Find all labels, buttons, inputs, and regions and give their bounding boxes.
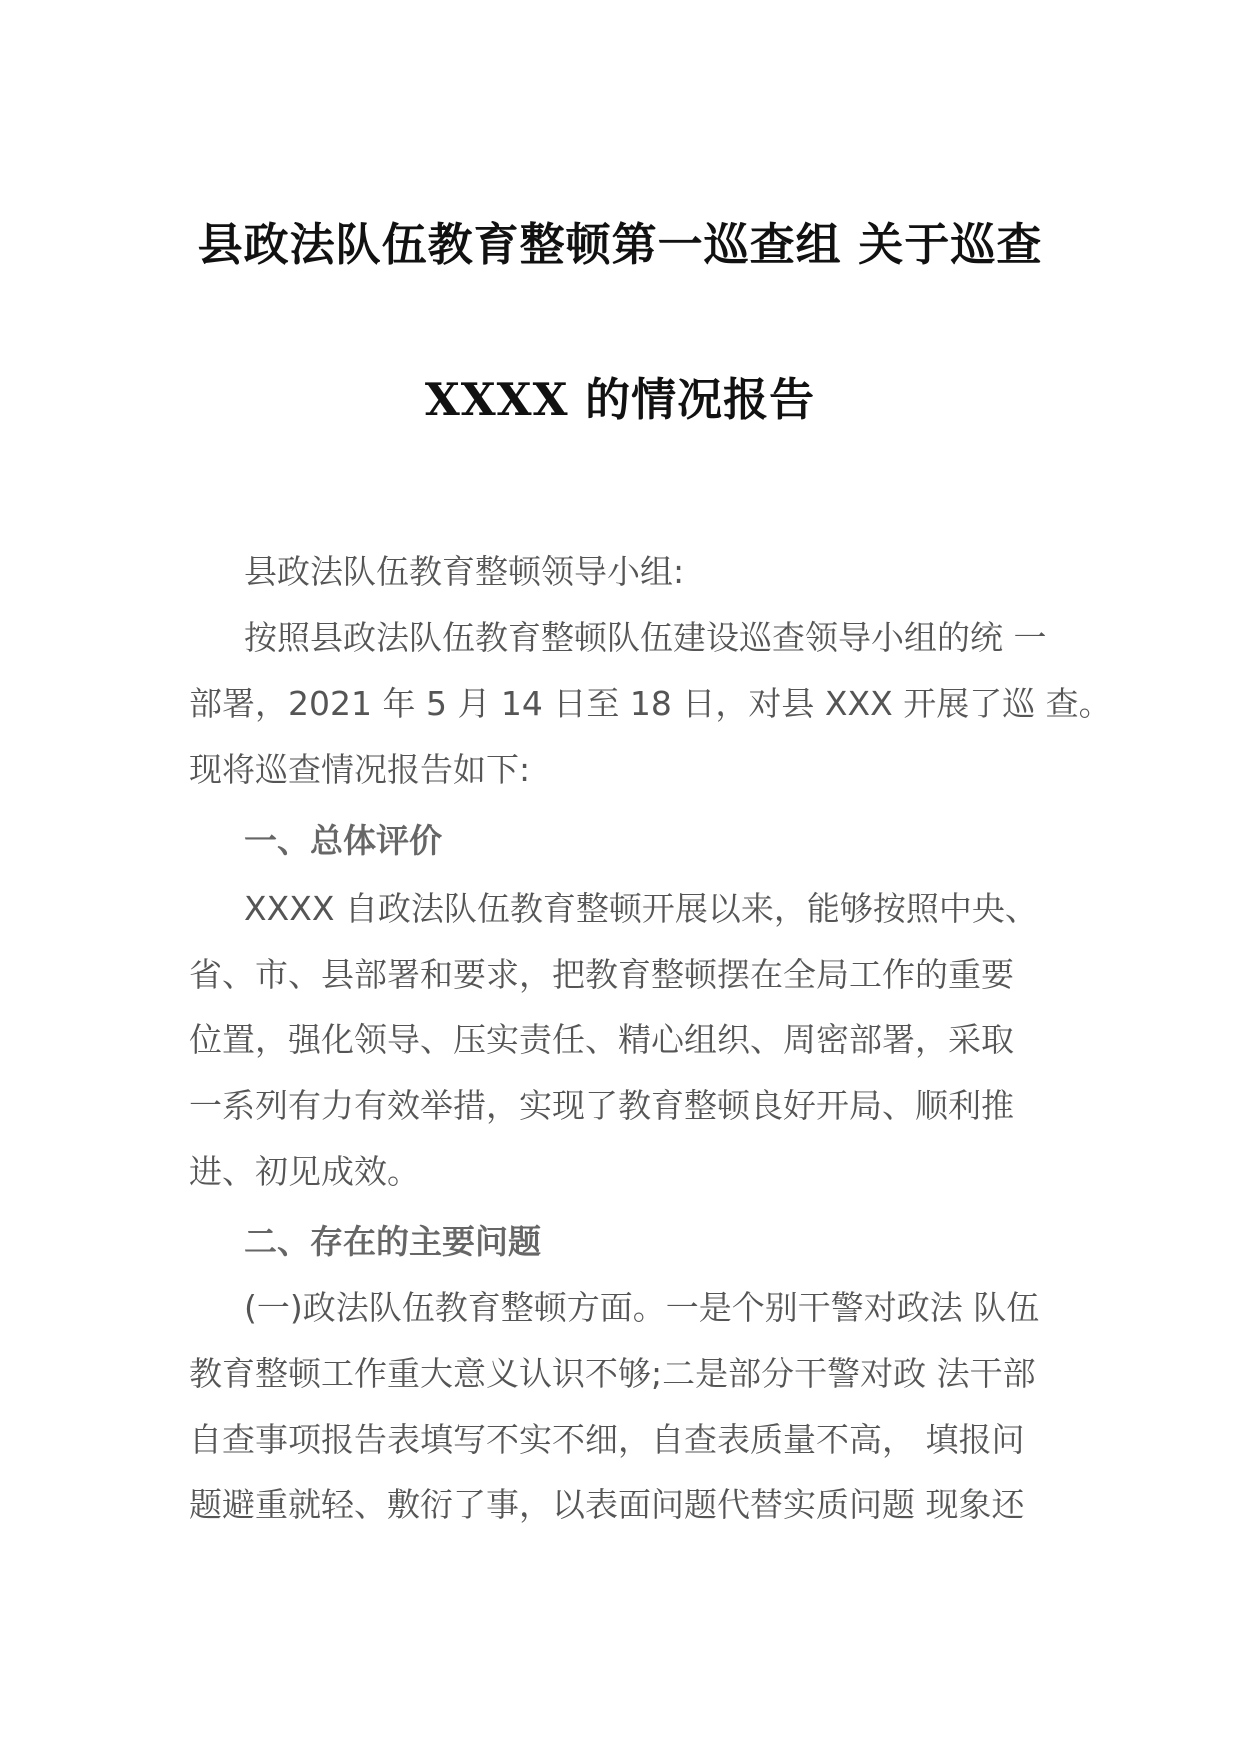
paragraph-line: 位置，强化领导、压实责任、精心组织、周密部署，采取	[189, 1020, 1014, 1059]
paragraph-line: 省、市、县部署和要求，把教育整顿摆在全局工作的重要	[189, 955, 1014, 994]
paragraph-line: 进、初见成效。	[189, 1152, 420, 1191]
paragraph-line: 自查事项报告表填写不实不细，自查表质量不高， 填报问	[189, 1420, 1025, 1459]
paragraph-line: XXXX 自政法队伍教育整顿开展以来，能够按照中央、	[244, 889, 1038, 928]
document-title-line-2: XXXX 的情况报告	[424, 373, 816, 426]
paragraph-line: 部署，2021 年 5 月 14 日至 18 日，对县 XXX 开展了巡 查。	[189, 684, 1112, 723]
paragraph-line: 现将巡查情况报告如下:	[189, 750, 531, 789]
paragraph-line: 题避重就轻、敷衍了事，以表面问题代替实质问题 现象还	[189, 1485, 1025, 1524]
salutation: 县政法队伍教育整顿领导小组:	[244, 552, 685, 591]
section-heading: 一、总体评价	[244, 821, 442, 860]
paragraph-line: (一)政法队伍教育整顿方面。一是个别干警对政法 队伍	[244, 1288, 1040, 1327]
document-title-line-1: 县政法队伍教育整顿第一巡查组 关于巡查	[197, 218, 1043, 271]
paragraph-line: 按照县政法队伍教育整顿队伍建设巡查领导小组的统 一	[244, 618, 1047, 657]
section-heading: 二、存在的主要问题	[244, 1222, 541, 1261]
paragraph-line: 一系列有力有效举措，实现了教育整顿良好开局、顺利推	[189, 1086, 1014, 1125]
paragraph-line: 教育整顿工作重大意义认识不够;二是部分干警对政 法干部	[189, 1354, 1036, 1393]
